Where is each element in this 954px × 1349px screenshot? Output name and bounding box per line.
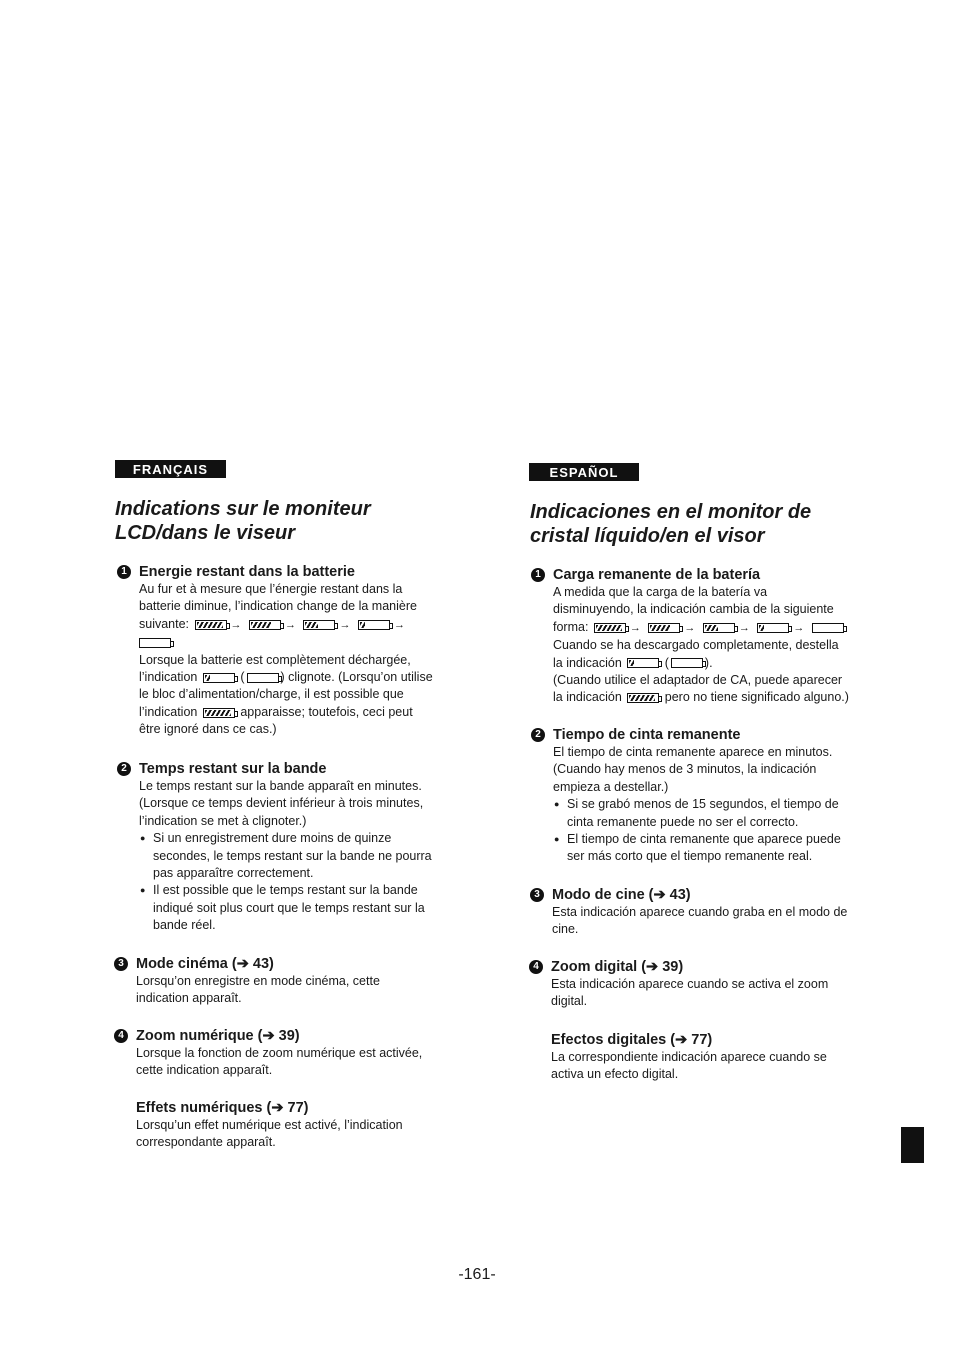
text-line: cine. <box>552 922 579 937</box>
text-line: (Lorsque ce temps devient inférieur à trois minutes, <box>139 796 424 811</box>
text-line: (Cuando hay menos de 3 minutos, la indicación <box>553 762 817 777</box>
text-line: le bloc d’alimentation/charge, il est possible que <box>139 687 404 702</box>
page-number: -161- <box>458 1266 496 1283</box>
list-item: ● Il est possible que le temps restant sur la bande indiqué soit plus court que le temps restant sur la bande réel. <box>153 882 479 934</box>
page-title-fr <box>115 497 371 545</box>
list-item: ● Si se grabó menos de 15 segundos, el tiempo de cinta remanente puede no ser el correcto. <box>567 796 893 831</box>
section-heading: 3 Modo de cine (➔ 43) <box>552 886 892 904</box>
text-line: Lorsque la fonction de zoom numérique est activée, <box>136 1046 423 1060</box>
title-line-2: cristal líquido/en el visor <box>530 525 765 547</box>
page-title-es <box>530 500 811 548</box>
text-line: cette indication apparaît. <box>136 1063 273 1078</box>
section-zoom-fr <box>118 1027 476 1080</box>
title-line-2: LCD/dans le viseur <box>115 522 296 544</box>
text-line: correspondante apparaît. <box>136 1135 276 1150</box>
text-line: Lorsqu’un effet numérique est activé, l’indication <box>136 1118 403 1132</box>
title-line-1: Indicaciones en el monitor de <box>530 501 812 523</box>
section-battery-fr <box>121 563 479 739</box>
arrow-right-icon: → <box>393 618 405 631</box>
battery-empty-line <box>139 634 479 651</box>
section-tape-fr <box>121 760 479 935</box>
battery-low-icon <box>627 658 659 668</box>
arrow-right-icon: → <box>738 621 750 634</box>
chapter-tab-marker <box>901 1127 924 1163</box>
text-line: la indicación ( ). <box>553 655 713 670</box>
battery-sequence: forma: → → → → <box>553 619 893 637</box>
number-3-icon: 3 <box>114 957 128 971</box>
section-heading: 2 Temps restant sur la bande <box>139 760 479 778</box>
section-heading: 4 Zoom numérique (➔ 39) <box>136 1027 476 1045</box>
text-line: être ignoré dans ce cas.) <box>139 722 277 737</box>
text-line: l’indication se met à clignoter.) <box>139 813 307 828</box>
text-line: la indicación pero no tiene significado alguno.) <box>553 690 849 705</box>
battery-low-icon <box>358 620 390 630</box>
section-effects-fr <box>136 1099 476 1152</box>
list-item: ● Si un enregistrement dure moins de quinze secondes, le temps restant sur la bande ne pourra pas apparaître correctement. <box>153 830 479 882</box>
arrow-right-icon: → <box>339 618 351 631</box>
text-line: digital. <box>551 994 588 1009</box>
battery-sequence: suivante: → → → → <box>139 616 405 631</box>
text-line: Esta indicación aparece cuando graba en el modo de <box>552 905 848 919</box>
text-line: El tiempo de cinta remanente aparece en minutos. <box>553 745 833 759</box>
arrow-right-icon: → <box>629 621 641 634</box>
battery-three-quarter-icon <box>249 620 281 630</box>
battery-full-icon <box>203 708 235 718</box>
text-line: A medida que la carga de la batería va <box>553 585 768 599</box>
bullet-list <box>139 830 479 934</box>
text-line: Au fur et à mesure que l’énergie restant dans la <box>139 582 403 596</box>
text-line: Esta indicación aparece cuando se activa el zoom <box>551 977 829 991</box>
text-line: l’indication apparaisse; toutefois, ceci peut <box>139 704 413 719</box>
section-cine-es <box>534 886 892 939</box>
battery-low-icon <box>757 623 789 633</box>
section-tape-es <box>535 726 893 866</box>
text-line: indication apparaît. <box>136 991 242 1006</box>
arrow-right-icon: → <box>684 621 696 634</box>
battery-full-icon <box>627 693 659 703</box>
section-heading: 1 Energie restant dans la batterie <box>139 563 479 581</box>
battery-empty-icon <box>139 638 171 648</box>
section-heading: Efectos digitales (➔ 77) <box>551 1032 713 1048</box>
battery-empty-icon <box>671 658 703 668</box>
lang-badge-es: ESPAÑOL <box>529 463 639 481</box>
lang-badge-fr: FRANÇAIS <box>115 460 226 478</box>
list-item: ● El tiempo de cinta remanente que aparece puede ser más corto que el tiempo remanente real. <box>567 831 893 866</box>
text-line: l’indication ( ) clignote. (Lorsqu’on utilise <box>139 670 433 685</box>
arrow-right-icon: → <box>230 618 242 631</box>
text-line: Le temps restant sur la bande apparaît en minutes. <box>139 779 422 793</box>
number-3-icon: 3 <box>530 888 544 902</box>
bullet-list <box>553 796 893 866</box>
section-cinema-fr <box>118 955 476 1008</box>
number-2-icon: 2 <box>531 728 545 742</box>
text-line: Cuando se ha descargado completamente, destella <box>553 638 839 653</box>
section-heading: 4 Zoom digital (➔ 39) <box>551 958 891 976</box>
number-4-icon: 4 <box>114 1029 128 1043</box>
section-heading: Effets numériques (➔ 77) <box>136 1100 309 1116</box>
battery-empty-icon <box>247 673 279 683</box>
section-heading: 1 Carga remanente de la batería <box>553 566 893 584</box>
section-effects-es <box>551 1031 891 1084</box>
text-line: empieza a destellar.) <box>553 779 669 794</box>
arrow-right-icon: → <box>285 618 296 631</box>
section-heading: 3 Mode cinéma (➔ 43) <box>136 955 476 973</box>
battery-half-icon <box>703 623 735 633</box>
section-zoom-es <box>533 958 891 1011</box>
battery-full-icon <box>594 623 626 633</box>
section-battery-es <box>535 566 893 707</box>
text-line: batterie diminue, l’indication change de la manière <box>139 599 417 614</box>
text-line: Lorsque la batterie est complètement déchargée, <box>139 652 411 667</box>
section-heading: 2 Tiempo de cinta remanente <box>553 726 893 744</box>
text-line: La correspondiente indicación aparece cuando se <box>551 1050 827 1064</box>
number-1-icon: 1 <box>117 565 131 579</box>
battery-low-icon <box>203 673 235 683</box>
battery-full-icon <box>195 620 227 630</box>
number-4-icon: 4 <box>529 960 543 974</box>
battery-empty-icon <box>812 623 844 633</box>
text-line: activa un efecto digital. <box>551 1067 679 1082</box>
text-line: (Cuando utilice el adaptador de CA, puede aparecer <box>553 673 843 688</box>
number-1-icon: 1 <box>531 568 545 582</box>
battery-half-icon <box>303 620 335 630</box>
text-line: disminuyendo, la indicación cambia de la siguiente <box>553 602 834 617</box>
text-line: Lorsqu’on enregistre en mode cinéma, cette <box>136 974 380 988</box>
title-line-1: Indications sur le moniteur <box>115 498 371 520</box>
battery-three-quarter-icon <box>648 623 680 633</box>
number-2-icon: 2 <box>117 762 131 776</box>
arrow-right-icon: → <box>793 621 805 634</box>
